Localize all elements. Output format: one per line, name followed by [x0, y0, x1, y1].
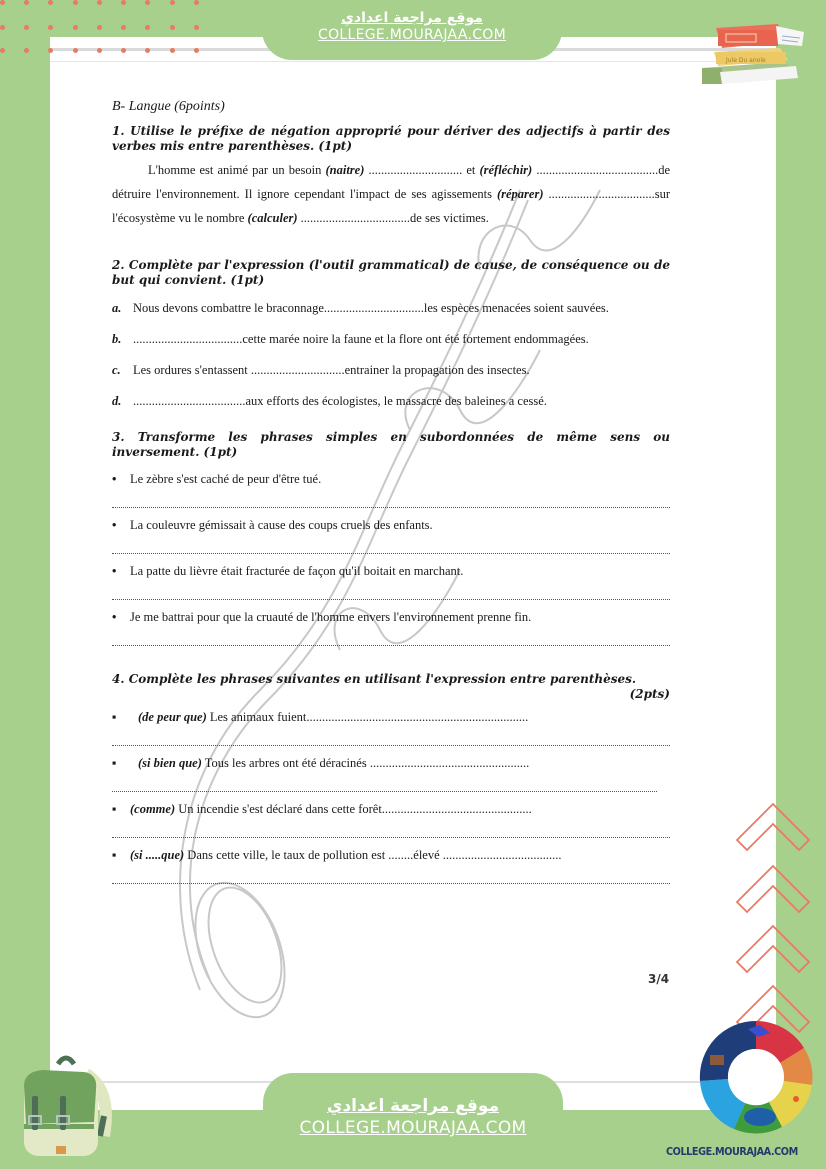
page-top-rule-2	[50, 61, 776, 62]
logo-caption[interactable]: COLLEGE.MOURAJAA.COM	[666, 1145, 798, 1158]
item-text[interactable]: Un incendie s'est déclaré dans cette forêt................................................	[175, 802, 532, 816]
answer-line[interactable]	[112, 780, 657, 792]
item-text[interactable]: ....................................aux efforts des écologistes, le massacre des baleines a cessé.	[133, 394, 547, 408]
section-title: B- Langue (6points)	[112, 99, 225, 114]
question-1-paragraph	[112, 158, 670, 230]
question-2-item-b[interactable]	[112, 329, 670, 350]
q1-verb: (calculer)	[247, 211, 298, 225]
expression: (comme)	[130, 802, 176, 816]
item-text[interactable]: Tous les arbres ont été déracinés ...................................................	[201, 756, 530, 770]
q1-blank[interactable]: .......................................de détruire l'environnement. Il ignore cependant l'impact de ses agissements	[112, 163, 670, 201]
exam-content	[112, 98, 670, 884]
item-text: La patte du lièvre était fracturée de façon qu'il boitait en marchant.	[130, 564, 464, 578]
answer-line[interactable]	[112, 872, 670, 884]
answer-line[interactable]	[112, 634, 670, 646]
bullet: ▪	[112, 848, 117, 862]
item-text[interactable]: ...................................cette marée noire la faune et la flore ont été fortement endommagées.	[133, 332, 589, 346]
bullet: ▪	[112, 802, 117, 816]
item-text[interactable]: Les ordures s'entassent ..............................entrainer la propagation des insectes.	[133, 363, 530, 377]
q1-text: L'homme est animé par un besoin	[148, 163, 326, 177]
dot-pattern	[0, 0, 210, 55]
question-2-title: 2. Complète par l'expression (l'outil grammatical) de cause, de conséquence ou de but qui convient. (1pt)	[112, 258, 670, 287]
site-footer-tab[interactable]	[263, 1073, 563, 1169]
question-2-item-d[interactable]	[112, 391, 670, 412]
question-2-item-a[interactable]	[112, 298, 670, 319]
site-name-arabic[interactable]: موقع مراجعة اعدادي	[341, 10, 483, 26]
books-stack-icon	[692, 12, 812, 92]
bullet: ▪	[112, 710, 117, 724]
bullet: •	[112, 472, 117, 486]
question-4-title: 4. Complète les phrases suivantes en utilisant l'expression entre parenthèses.	[112, 672, 637, 686]
q1-verb: (naitre)	[325, 163, 365, 177]
q1-verb: (réfléchir)	[479, 163, 533, 177]
expression: (de peur que)	[138, 710, 207, 724]
question-3-item	[112, 562, 670, 580]
question-4-points: (2pts)	[629, 687, 670, 701]
bullet: ▪	[112, 756, 117, 770]
item-text: Le zèbre s'est caché de peur d'être tué.	[130, 472, 322, 486]
site-url-link[interactable]: COLLEGE.MOURAJAA.COM	[299, 1118, 527, 1138]
answer-line[interactable]	[112, 588, 670, 600]
question-4-item[interactable]	[112, 800, 670, 818]
question-2-item-c[interactable]	[112, 360, 670, 381]
item-text[interactable]: Nous devons combattre le braconnage................................les espèces menacées soient sauvées.	[133, 301, 609, 315]
backpack-icon	[8, 1050, 113, 1162]
q1-verb: (réparer)	[496, 187, 544, 201]
question-3-item	[112, 608, 670, 626]
site-name-arabic[interactable]: موقع مراجعة اعدادي	[326, 1096, 500, 1116]
item-text: La couleuvre gémissait à cause des coups cruels des enfants.	[130, 518, 433, 532]
bullet: •	[112, 610, 117, 624]
question-4-item[interactable]	[112, 846, 670, 864]
svg-text:Jule Du anole: Jule Du anole	[726, 57, 766, 64]
site-header-tab[interactable]	[262, 0, 562, 60]
item-text[interactable]: Dans cette ville, le taux de pollution est ........élevé ......................................	[184, 848, 562, 862]
item-text[interactable]: Les animaux fuient.......................................................................	[206, 710, 529, 724]
item-label: d.	[112, 394, 122, 408]
question-3-item	[112, 470, 670, 488]
site-url-link[interactable]: COLLEGE.MOURAJAA.COM	[318, 27, 506, 43]
page-number: 3/4	[648, 972, 670, 986]
item-label: b.	[112, 332, 122, 346]
item-label: a.	[112, 301, 122, 315]
expression: (si .....que)	[130, 848, 185, 862]
q1-blank[interactable]: ..................................sur l'écosystème vu le nombre	[112, 187, 670, 225]
question-3-title: 3. Transforme les phrases simples en subordonnées de même sens ou inversement. (1pt)	[112, 430, 670, 459]
question-1-title: 1. Utilise le préfixe de négation approprié pour dériver des adjectifs à partir des verbes mis entre parenthèses. (1pt)	[112, 124, 670, 153]
answer-line[interactable]	[112, 734, 670, 746]
item-label: c.	[112, 363, 121, 377]
answer-line[interactable]	[112, 496, 670, 508]
answer-line[interactable]	[112, 826, 670, 838]
question-4-item[interactable]	[112, 754, 670, 772]
subjects-wheel-logo[interactable]	[697, 1018, 815, 1136]
bullet: •	[112, 564, 117, 578]
answer-line[interactable]	[112, 542, 670, 554]
q1-blank[interactable]: ...................................de ses victimes.	[297, 211, 489, 225]
frame-left	[0, 0, 50, 1169]
bullet: •	[112, 518, 117, 532]
chevron-up-icon	[733, 790, 813, 1035]
item-text: Je me battrai pour que la cruauté de l'homme envers l'environnement prenne fin.	[130, 610, 532, 624]
question-3-item	[112, 516, 670, 534]
q1-blank[interactable]: .............................. et	[364, 163, 480, 177]
expression: (si bien que)	[138, 756, 202, 770]
question-4-item[interactable]	[112, 708, 670, 726]
